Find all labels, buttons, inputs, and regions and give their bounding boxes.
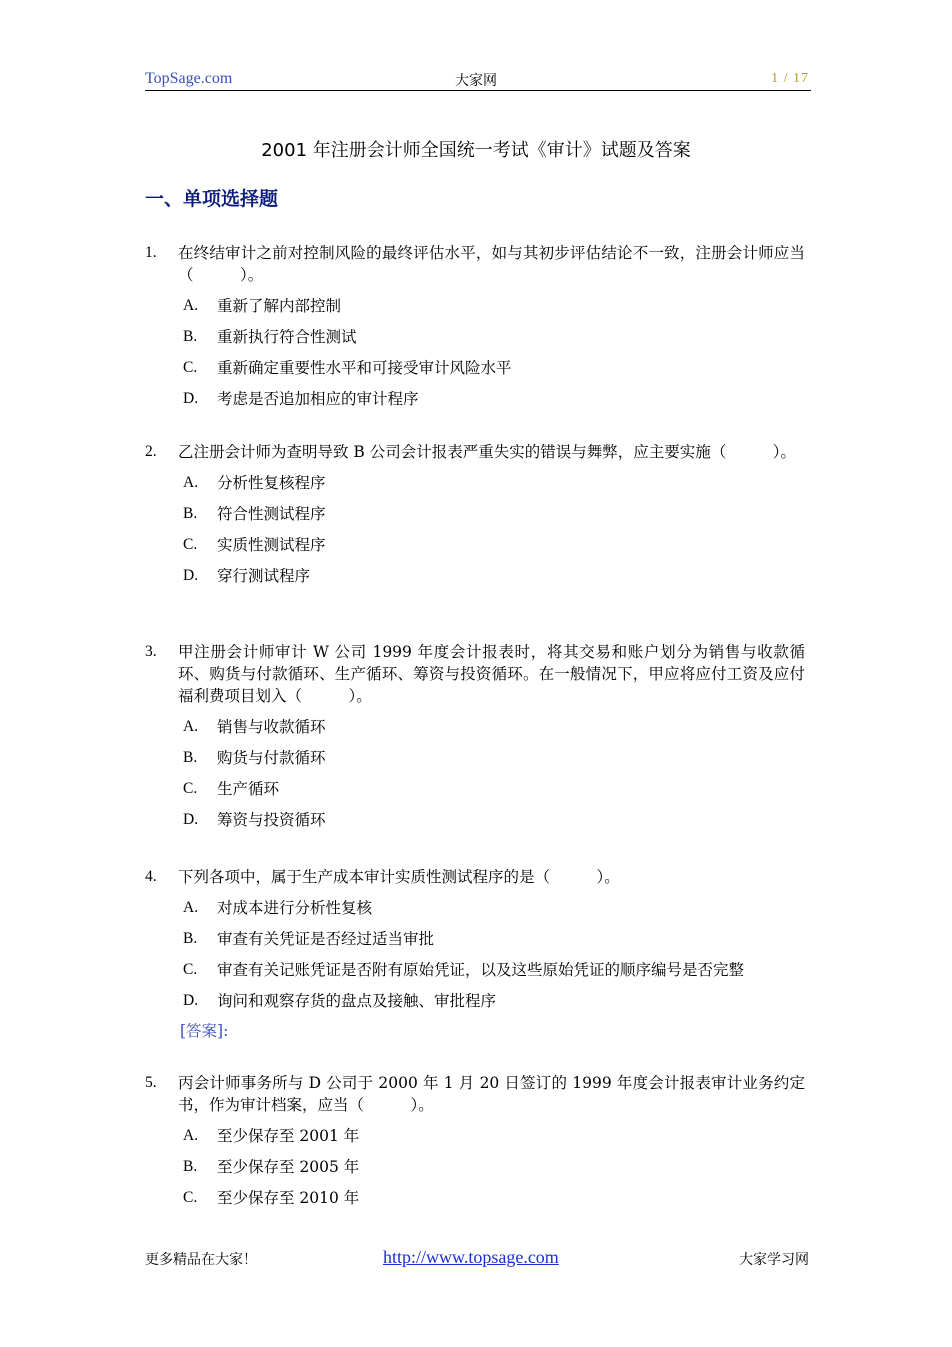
option-text: 询问和观察存货的盘点及接触、审批程序 (217, 992, 497, 1010)
option-text: 至少保存至 2010 年 (217, 1189, 360, 1207)
option-a (183, 716, 805, 738)
page-header (145, 66, 811, 91)
option-d (183, 388, 805, 410)
option-letter: C. (183, 536, 198, 553)
option-letter: B. (183, 505, 198, 522)
option-a (183, 897, 805, 919)
option-letter: B. (183, 1158, 198, 1175)
option-b (183, 928, 805, 950)
page-total: 17 (793, 71, 809, 86)
option-b (183, 326, 805, 348)
option-text: 购货与付款循环 (217, 749, 326, 767)
option-text: 审查有关记账凭证是否附有原始凭证，以及这些原始凭证的顺序编号是否完整 (217, 961, 745, 979)
option-c (183, 1187, 805, 1209)
question-stem: 乙注册会计师为查明导致 B 公司会计报表严重失实的错误与舞弊，应主要实施（ ）。 (178, 443, 796, 461)
option-d (183, 990, 805, 1012)
question-3 (145, 641, 805, 831)
question-5 (145, 1072, 805, 1209)
option-letter: D. (183, 992, 199, 1009)
question-stem: 甲注册会计师审计 W 公司 1999 年度会计报表时，将其交易和账户划分为销售与收款循环、购货与付款循环、生产循环、筹资与投资循环。在一般情况下，甲应将应付工资及应付福利费项目划入（ ）。 (178, 643, 805, 705)
option-letter: B. (183, 749, 198, 766)
question-2 (145, 441, 805, 587)
option-letter: C. (183, 1189, 198, 1206)
option-text: 销售与收款循环 (217, 718, 326, 736)
option-text: 至少保存至 2001 年 (217, 1127, 360, 1145)
question-number: 3. (145, 643, 157, 660)
option-letter: D. (183, 811, 199, 828)
footer-right-text: 大家学习网 (739, 1252, 809, 1268)
question-stem: 在终结审计之前对控制风险的最终评估水平，如与其初步评估结论不一致，注册会计师应当（ ）。 (178, 244, 805, 284)
option-letter: B. (183, 930, 198, 947)
option-letter: C. (183, 961, 198, 978)
option-letter: C. (183, 780, 198, 797)
section-title: 一、单项选择题 (145, 188, 279, 210)
option-letter: A. (183, 1127, 199, 1144)
option-text: 筹资与投资循环 (217, 811, 326, 829)
option-text: 审查有关凭证是否经过适当审批 (217, 930, 435, 948)
footer-website-link[interactable]: http://www.topsage.com (383, 1247, 559, 1267)
option-d (183, 565, 805, 587)
option-c (183, 534, 805, 556)
page-separator: / (783, 71, 789, 86)
option-a (183, 472, 805, 494)
footer-left-text: 更多精品在大家！ (145, 1252, 257, 1268)
option-letter: A. (183, 899, 199, 916)
header-center-text: 大家网 (455, 73, 497, 89)
option-b (183, 747, 805, 769)
question-number: 4. (145, 868, 157, 885)
option-text: 生产循环 (217, 780, 280, 798)
page-footer (145, 1247, 811, 1269)
option-text: 考虑是否追加相应的审计程序 (217, 390, 419, 408)
option-letter: C. (183, 359, 198, 376)
option-text: 重新确定重要性水平和可接受审计风险水平 (217, 359, 512, 377)
option-letter: A. (183, 297, 199, 314)
question-1 (145, 242, 805, 410)
option-c (183, 778, 805, 800)
option-a (183, 295, 805, 317)
option-letter: D. (183, 390, 199, 407)
header-site-name[interactable]: TopSage.com (145, 70, 233, 87)
question-number: 1. (145, 244, 157, 261)
option-text: 重新了解内部控制 (217, 297, 342, 315)
option-text: 实质性测试程序 (217, 536, 326, 554)
document-title: 2001 年注册会计师全国统一考试《审计》试题及答案 (261, 140, 691, 161)
option-text: 穿行测试程序 (217, 567, 311, 585)
question-stem: 下列各项中，属于生产成本审计实质性测试程序的是（ ）。 (178, 868, 620, 886)
option-c (183, 959, 805, 981)
answer-label: [答案]: (180, 1022, 229, 1040)
option-b (183, 1156, 805, 1178)
option-letter: A. (183, 474, 199, 491)
option-letter: A. (183, 718, 199, 735)
page-current: 1 (771, 71, 780, 86)
option-text: 分析性复核程序 (217, 474, 326, 492)
question-number: 5. (145, 1074, 157, 1091)
option-text: 对成本进行分析性复核 (217, 899, 373, 917)
question-stem: 丙会计师事务所与 D 公司于 2000 年 1 月 20 日签订的 1999 年度会计报表审计业务约定书，作为审计档案，应当（ ）。 (178, 1074, 805, 1114)
question-4 (145, 866, 805, 1042)
option-letter: B. (183, 328, 198, 345)
option-text: 至少保存至 2005 年 (217, 1158, 360, 1176)
option-text: 重新执行符合性测试 (217, 328, 357, 346)
option-b (183, 503, 805, 525)
option-letter: D. (183, 567, 199, 584)
option-d (183, 809, 805, 831)
option-c (183, 357, 805, 379)
question-number: 2. (145, 443, 157, 460)
option-a (183, 1125, 805, 1147)
option-text: 符合性测试程序 (217, 505, 326, 523)
page-counter (771, 71, 809, 87)
